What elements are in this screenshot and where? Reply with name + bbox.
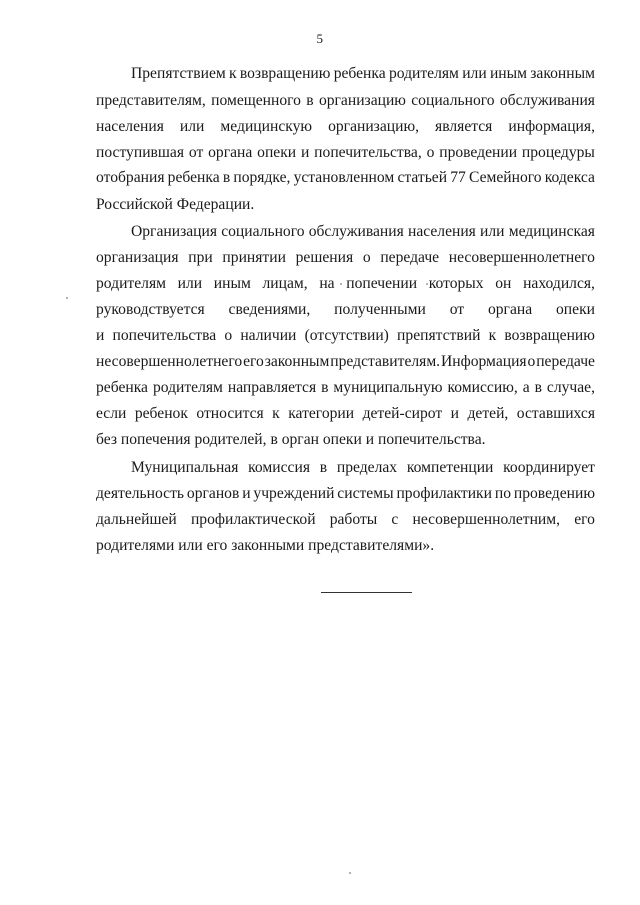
word: информация, <box>508 118 595 135</box>
word: передаче <box>536 353 595 370</box>
paragraph-2-line-5 <box>96 326 595 346</box>
word: статьей <box>397 169 448 186</box>
word: несовершеннолетнего <box>96 353 243 370</box>
word: кодекса <box>544 169 595 186</box>
word: находился, <box>523 275 595 292</box>
word: установленном <box>293 169 395 186</box>
scan-speck <box>66 297 68 299</box>
word: ребенка <box>333 65 386 82</box>
word: профилактической <box>190 511 316 528</box>
word: попечительства <box>112 327 217 344</box>
closing-divider <box>321 592 412 593</box>
word: оставшихся <box>516 405 595 422</box>
paragraph-2-line-8 <box>96 404 595 424</box>
paragraph-2-line-6 <box>96 352 595 372</box>
word: о <box>224 327 233 344</box>
word: лицам, <box>262 275 308 292</box>
word: отобрания <box>96 169 165 186</box>
word: населения <box>96 118 164 135</box>
word: с <box>391 511 399 528</box>
word: (отсутствии) <box>304 327 389 344</box>
word: представителям, <box>96 92 206 109</box>
word: сведениями, <box>228 301 311 318</box>
paragraph-1-line-2 <box>96 91 595 111</box>
word: населения <box>407 223 476 240</box>
word: опеки <box>257 144 297 161</box>
word: организацию <box>318 92 406 109</box>
word: организацию, <box>328 118 419 135</box>
word: несовершеннолетним, <box>412 511 561 528</box>
word: передаче <box>380 249 440 266</box>
word: руководствуется <box>96 301 205 318</box>
word: социального <box>411 92 495 109</box>
word: законным <box>264 353 330 370</box>
word: наличии <box>240 327 297 344</box>
word: дальнейшей <box>96 511 177 528</box>
word: или <box>179 118 205 135</box>
word: к <box>272 405 280 422</box>
word: о <box>426 144 435 161</box>
word: направляется <box>227 379 317 396</box>
word: детей-сирот <box>362 405 443 422</box>
word: пределах <box>336 459 398 476</box>
word: при <box>188 249 213 266</box>
paragraph-1-line-1 <box>131 64 595 84</box>
word: комиссию, <box>447 379 518 396</box>
word: в <box>321 379 329 396</box>
word: о <box>362 249 371 266</box>
word: муниципальную <box>333 379 443 396</box>
word: возвращению <box>504 327 595 344</box>
paragraph-3-line-3 <box>96 510 595 530</box>
word: работы <box>329 511 378 528</box>
word: профилактики <box>396 485 492 502</box>
word: медицинскую <box>220 118 313 135</box>
word: родителям <box>388 65 459 82</box>
word: Информация <box>440 353 527 370</box>
word: органов <box>186 485 240 502</box>
paragraph-3-line-4: родителями или его законными представителями». <box>96 537 435 554</box>
word: категории <box>288 405 355 422</box>
word: его <box>243 353 264 370</box>
word: 77 <box>450 169 466 186</box>
word: системы <box>337 485 394 502</box>
word: учреждений <box>253 485 335 502</box>
word: которых <box>428 275 484 292</box>
paragraph-2-line-1 <box>131 222 595 242</box>
paragraph-1-line-3 <box>96 117 595 137</box>
word: относится <box>196 405 264 422</box>
word: компетенции <box>406 459 494 476</box>
word: порядке, <box>233 169 291 186</box>
word: и <box>450 405 460 422</box>
paragraph-1-line-6: Российской Федерации. <box>96 196 255 213</box>
paragraph-1-line-5 <box>96 168 595 188</box>
word: ребенка <box>167 169 220 186</box>
paragraph-2-line-2 <box>96 248 595 268</box>
word: препятствий <box>397 327 481 344</box>
word: Организация <box>131 223 218 240</box>
word: от <box>188 144 204 161</box>
word: опеки <box>556 301 595 318</box>
word: к <box>488 327 497 344</box>
word: Семейного <box>468 169 542 186</box>
word: попечении <box>346 275 418 292</box>
word: решения <box>295 249 354 266</box>
scan-speck <box>340 283 342 285</box>
word: а <box>522 379 530 396</box>
word: координирует <box>503 459 595 476</box>
word: организация <box>96 249 179 266</box>
word: в <box>319 459 328 476</box>
word: поступившая <box>96 144 185 161</box>
word: иным <box>489 65 527 82</box>
word: попечительства, <box>314 144 422 161</box>
scan-speck <box>349 872 351 874</box>
word: представителям. <box>330 353 441 370</box>
paragraph-3-line-2 <box>96 484 595 504</box>
word: ребенок <box>134 405 188 422</box>
word: процедуры <box>521 144 595 161</box>
word: случае, <box>546 379 595 396</box>
word: он <box>495 275 512 292</box>
word: в <box>534 379 542 396</box>
word: родителям <box>96 275 166 292</box>
word: комиссия <box>248 459 310 476</box>
word: принятии <box>222 249 286 266</box>
word: медицинская <box>508 223 595 240</box>
word: ребенка <box>96 379 148 396</box>
word: иным <box>213 275 251 292</box>
paragraph-3-line-1 <box>131 458 595 478</box>
word: является <box>435 118 493 135</box>
word: проведении <box>439 144 518 161</box>
word: деятельность <box>96 485 185 502</box>
word: если <box>96 405 127 422</box>
word: к <box>229 65 237 82</box>
word: возвращению <box>239 65 331 82</box>
word: социального <box>221 223 305 240</box>
word: законным <box>530 65 595 82</box>
word: родителям <box>152 379 223 396</box>
word: или <box>177 275 203 292</box>
word: от <box>449 301 465 318</box>
paragraph-1-line-4 <box>96 143 595 163</box>
word: или <box>480 223 505 240</box>
word: и <box>300 144 310 161</box>
word: помещенного <box>211 92 301 109</box>
word: детей, <box>467 405 509 422</box>
page-number: 5 <box>316 31 324 46</box>
word: о <box>527 353 536 370</box>
word: Препятствием <box>131 65 226 82</box>
word: полученными <box>334 301 426 318</box>
word: Муниципальная <box>131 459 239 476</box>
word: его <box>574 511 595 528</box>
word: или <box>462 65 487 82</box>
paragraph-2-line-4 <box>96 300 595 320</box>
word: несовершеннолетнего <box>448 249 595 266</box>
word: органа <box>487 301 533 318</box>
word: на <box>319 275 335 292</box>
word: в <box>306 92 314 109</box>
paragraph-2-line-7 <box>96 378 595 398</box>
word: по <box>494 485 511 502</box>
paragraph-2-line-3 <box>96 274 595 294</box>
paragraph-2-line-9: без попечения родителей, в орган опеки и попечительства. <box>96 431 486 448</box>
word: органа <box>208 144 253 161</box>
word: проведению <box>513 485 595 502</box>
scan-speck <box>426 283 428 285</box>
word: обслуживания <box>308 223 404 240</box>
word: и <box>242 485 251 502</box>
word: в <box>222 169 231 186</box>
word: и <box>96 327 105 344</box>
word: обслуживания <box>499 92 595 109</box>
